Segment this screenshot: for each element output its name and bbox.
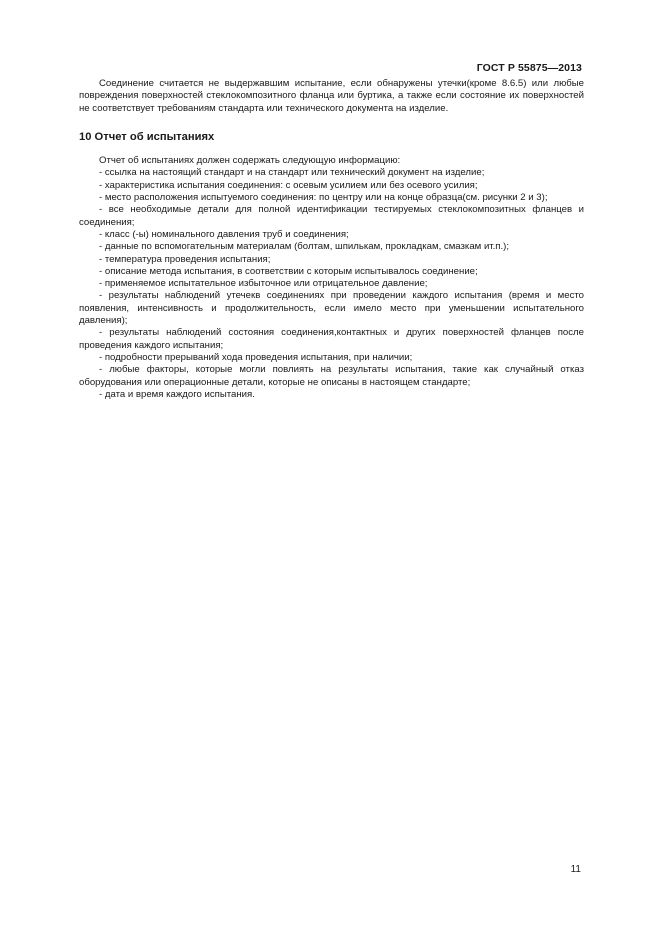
list-item: - все необходимые детали для полной идентификации тестируемых стеклокомпозитных фланцев и соединения; [79,204,584,228]
list-item: - ссылка на настоящий стандарт и на стандарт или технический документ на изделие; [99,167,485,179]
list-item: - данные по вспомогательным материалам (болтам, шпилькам, прокладкам, смазкам ит.п.); [99,241,510,253]
intro-paragraph: Соединение считается не выдержавшим испытание, если обнаружены утечки(кроме 8.6.5) или любые повреждения поверхностей стеклокомпозитного фланца или буртика, а также если состояние их поверхностей не соответствует требованиям стандарта или технического документа на изделие. [79,78,584,114]
list-item: - любые факторы, которые могли повлиять на результаты испытания, такие как случайный отказ оборудования или операционные детали, которые не описаны в настоящем стандарте; [79,364,584,388]
list-item: - характеристика испытания соединения: с осевым усилием или без осевого усилия; [99,179,478,191]
list-item: - применяемое испытательное избыточное или отрицательное давление; [99,278,428,290]
section-title: 10 Отчет об испытаниях [79,130,215,143]
list-item: - дата и время каждого испытания. [99,388,255,400]
list-item: - описание метода испытания, в соответствии с которым испытывалось соединение; [99,265,478,277]
standard-code-header: ГОСТ Р 55875—2013 [476,62,582,74]
list-item: - место расположения испытуемого соединения: по центру или на конце образца(см. рисунки 2 и 3); [99,192,548,204]
list-item: - класс (-ы) номинального давления труб и соединения; [99,228,349,240]
list-item: - температура проведения испытания; [99,253,271,265]
page-number: 11 [570,864,581,875]
section-lead: Отчет об испытаниях должен содержать следующую информацию: [99,155,401,167]
list-item: - результаты наблюдений состояния соединения,контактных и других поверхностей фланцев после проведения каждого испытания; [79,327,584,351]
document-body [79,78,584,401]
list-item: - подробности прерываний хода проведения испытания, при наличии; [99,351,413,363]
list-item: - результаты наблюдений утечекв соединениях при проведении каждого испытания (время и место появления, интенсивность и продолжительность, если имело место при уменьшении испытательного давления); [79,290,584,327]
